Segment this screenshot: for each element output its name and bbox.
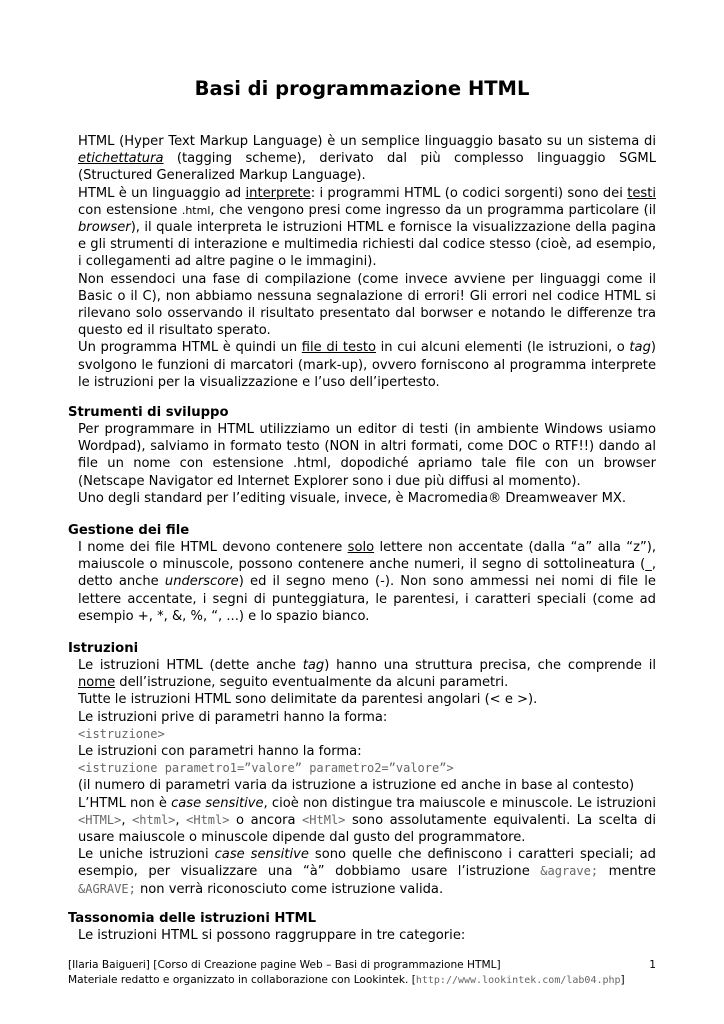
text-run: HTML è un linguaggio ad — [78, 185, 246, 201]
term-interprete: interprete — [245, 185, 311, 201]
intro-section — [78, 133, 656, 391]
text-run: ) ed il segno meno (-). Non sono ammessi nei nomi di file le lettere accentate, i segni di punteggiatura, le parentesi, i caratteri speciali (come ad esempio +, *, &, %, “, ...) e lo spazio bianco. — [78, 574, 656, 624]
term-nome: nome — [78, 675, 116, 691]
text-run: , detto anche — [78, 557, 656, 590]
heading-tassonomia: Tassonomia delle istruzioni HTML — [68, 911, 316, 926]
term-underscore: underscore — [164, 574, 239, 590]
intro-paragraph-1 — [78, 133, 656, 185]
footer-credits: [Ilaria Baigueri] [Corso di Creazione pagine Web – Basi di programmazione HTML] — [68, 959, 501, 971]
term-tag: tag — [629, 340, 651, 356]
tassonomia-paragraph-1: Le istruzioni HTML si possono raggruppare in tre categorie: — [78, 928, 466, 943]
gestione-section — [78, 539, 656, 625]
term-case-sensitive: case sensitive — [171, 795, 264, 811]
istruzioni-paragraph-2: Tutte le istruzioni HTML sono delimitate da parentesi angolari (< e >). — [78, 692, 538, 708]
term-solo: solo — [347, 540, 375, 555]
text-run: I nome dei file HTML devono contenere — [78, 540, 348, 555]
text-run: lettere non accentate (dalla “a” alla “z”), maiuscole o minuscole, possono contenere anche numeri, il segno di sottolineatura ( — [78, 540, 656, 573]
heading-istruzioni: Istruzioni — [68, 641, 139, 656]
istruzioni-paragraph-4: Le istruzioni con parametri hanno la forma: — [78, 744, 362, 760]
term-browser: browser — [78, 220, 131, 236]
text-run: ) svolgono le funzioni di marcatori (mark-up), ovvero forniscono al programma interprete le istruzioni per la visualizzazione e l’uso dell’ipertesto. — [78, 340, 656, 390]
heading-gestione: Gestione dei file — [68, 523, 190, 538]
strumenti-paragraph-2: Uno degli standard per l’editing visuale, invece, è Macromedia® Dreamweaver MX. — [78, 490, 627, 506]
code-inline: <HtMl> — [302, 812, 346, 827]
istruzioni-paragraph-7 — [78, 846, 656, 898]
istruzioni-paragraph-5: (il numero di parametri varia da istruzione a istruzione ed anche in base al contesto) — [78, 778, 635, 794]
strumenti-paragraph-1: Per programmare in HTML utilizziamo un editor di testi (in ambiente Windows usiamo Wordpad), salviamo in formato testo (NON in altri formati, come DOC o RTF!!) dando al file un nome con estensione .html, dopodiché apriamo tale file con un browser (Netscape Navigator ed Internet Explorer sono i due più diffusi al momento). — [78, 422, 656, 489]
footer-line-2 — [68, 973, 656, 988]
text-run: Le uniche istruzioni — [78, 847, 215, 863]
page-title: Basi di programmazione HTML — [194, 77, 530, 100]
tassonomia-section — [78, 927, 656, 944]
istruzioni-section — [78, 657, 656, 898]
underscore-char: _ — [645, 557, 652, 573]
term-etichettatura: etichettatura — [78, 151, 164, 167]
text-run: in cui alcuni elementi (le istruzioni, o — [376, 340, 630, 356]
text-run: dell’istruzione, seguito eventualmente da alcuni parametri. — [115, 675, 509, 691]
code-example-1: <istruzione> — [78, 726, 165, 741]
footer-text: Materiale redatto e organizzato in collaborazione con Lookintek. [ — [68, 974, 416, 986]
text-run: HTML (Hyper Text Markup Language) è un semplice linguaggio basato su un sistema di — [78, 134, 656, 149]
text-run: sono assolutamente equivalenti. La scelta di usare maiuscole o minuscole dipende dal gusto del programmatore. — [78, 812, 656, 846]
text-run: Le istruzioni HTML (dette anche — [78, 658, 303, 673]
intro-paragraph-2 — [78, 185, 656, 271]
page-number: 1 — [649, 959, 656, 971]
text-run: non verrà riconosciuto come istruzione valida. — [135, 881, 444, 897]
text-run: , — [121, 812, 133, 828]
text-run: con estensione — [78, 202, 182, 218]
text-run: ) hanno una struttura precisa, che comprende il — [324, 658, 656, 673]
code-example-2: <istruzione parametro1=”valore” parametro2=”valore”> — [78, 761, 454, 776]
text-run: Un programma HTML è quindi un — [78, 340, 302, 356]
code-inline: <HTML> — [78, 812, 122, 827]
text-run: mentre — [598, 864, 656, 880]
intro-paragraph-4 — [78, 339, 656, 391]
footer-text: ] — [620, 974, 625, 986]
text-run: sono quelle che definiscono i caratteri speciali; ad esempio, per visualizzare una “à” dobbiamo usare l’istruzione — [78, 847, 656, 880]
term-testi: testi — [627, 185, 656, 201]
strumenti-section — [78, 421, 656, 507]
code-inline: &agrave; — [540, 864, 599, 879]
footer-link[interactable]: http://www.lookintek.com/lab04.php — [415, 975, 621, 986]
text-run: o ancora — [229, 812, 303, 828]
istruzioni-paragraph-6 — [78, 795, 656, 847]
code-inline: <Html> — [186, 812, 230, 827]
gestione-paragraph-1 — [78, 539, 656, 625]
code-inline: &AGRAVE; — [78, 881, 136, 896]
heading-strumenti: Strumenti di sviluppo — [68, 405, 229, 420]
istruzioni-paragraph-1 — [78, 657, 656, 691]
text-run: : i programmi HTML (o codici sorgenti) sono dei — [310, 185, 628, 201]
text-run: (tagging scheme), derivato dal più complesso linguaggio SGML (Structured Generalized Markup Language). — [78, 151, 656, 184]
term-file-di-testo: file di testo — [301, 340, 377, 356]
text-run: , che vengono presi come ingresso da un programma particolare (il — [210, 202, 656, 218]
term-tag: tag — [302, 658, 325, 673]
term-case-sensitive: case sensitive — [214, 847, 309, 863]
code-inline: <html> — [132, 812, 176, 827]
text-run: , — [175, 812, 187, 828]
text-run: L’HTML non è — [78, 795, 172, 811]
text-run: ), il quale interpreta le istruzioni HTML e fornisce la visualizzazione della pagina e gli strumenti di interazione e multimedia richiesti dal codice stesso (cioè, ad esempio, i collegamenti ad altre pagine o le immagini). — [78, 220, 656, 270]
footer-line-1 — [68, 958, 656, 973]
extension-html: .html — [181, 203, 211, 217]
text-run: , cioè non distingue tra maiuscole e minuscole. Le istruzioni — [263, 795, 656, 811]
page-footer — [68, 958, 656, 988]
intro-paragraph-3: Non essendoci una fase di compilazione (come invece avviene per linguaggi come il Basic o il C), non abbiamo nessuna segnalazione di errori! Gli errori nel codice HTML si rilevano solo osservando il risultato presentato dal borwser e notando le differenze tra questo ed il risultato sperato. — [78, 271, 656, 339]
istruzioni-paragraph-3: Le istruzioni prive di parametri hanno la forma: — [78, 709, 388, 725]
